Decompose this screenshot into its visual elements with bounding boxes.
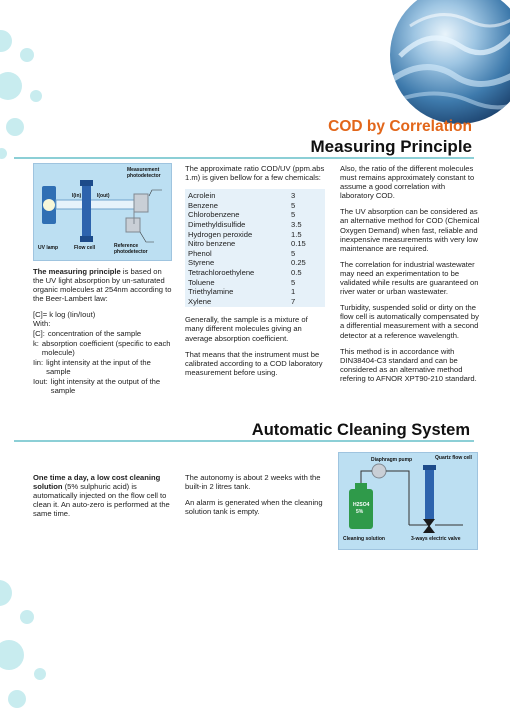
decorative-dot	[8, 690, 26, 708]
label-measurement-photodetector: Measurement photodetector	[127, 167, 161, 179]
paragraph: The correlation for industrial wastewater may need an experimentation to be validated while results are guaranteed on river water or urban wastewater.	[340, 259, 479, 297]
column-1	[33, 267, 173, 396]
intro-bold: The measuring principle	[33, 267, 121, 276]
table-row: Hydrogen peroxide 1.5	[188, 229, 302, 239]
decorative-dot	[30, 90, 42, 102]
paragraph: The autonomy is about 2 weeks with the built-in 2 litres tank.	[185, 473, 321, 492]
decorative-dot	[0, 72, 22, 100]
section-divider	[14, 157, 474, 159]
table-row: Chlorobenzene 5	[188, 210, 296, 220]
cleaning-column-2	[185, 473, 325, 523]
measurement-diagram	[33, 163, 172, 261]
table-row: Nitro benzene 0.15	[188, 239, 306, 249]
table-row: Styrene 0.25	[188, 258, 306, 268]
label-diaphragm-pump: Diaphragm pump	[371, 457, 413, 463]
label-flow-cell: Flow cell	[74, 245, 96, 251]
definition-item: Iout: light intensity at the output of the sample	[33, 377, 161, 396]
section-divider	[14, 440, 474, 442]
paragraph: Generally, the sample is a mixture of many different molecules giving an average absorption coefficient.	[185, 315, 308, 343]
table-row: Triethylamine 1	[188, 287, 296, 297]
column-3	[340, 164, 480, 390]
label-3-way-valve: 3-ways electric valve	[411, 536, 461, 542]
with-label: With:	[33, 319, 51, 329]
title-automatic-cleaning-system: Automatic Cleaning System	[251, 421, 470, 439]
paragraph: This method is in accordance with DIN38404-C3 standard and can be considered as an alternative method refering to AFNOR XPT90-210 standard.	[340, 346, 477, 383]
decorative-dot	[0, 148, 7, 159]
cleaning-column-1	[33, 473, 173, 525]
label-uv-lamp: UV lamp	[38, 245, 59, 251]
table-row: Phenol 5	[188, 248, 296, 258]
formula: [C]= k log (Iin/Iout)	[33, 310, 96, 320]
cleaning-diagram	[338, 452, 478, 550]
measuring-principle-paragraph	[33, 267, 173, 303]
decorative-dot	[0, 580, 12, 606]
intro-text: is based on the UV light absorption by un-saturated organic molecules at 254nm according to the Beer-Lambert law:	[33, 267, 172, 304]
paragraph: One time a day, a low cost cleaning solution (5% sulphuric acid) is automatically injected on the flow cell to clean it. An auto-zero is performed at the same time.	[33, 473, 170, 519]
definition-item: Iin: light intensity at the input of the sample	[33, 357, 151, 376]
paragraph: That means that the instrument must be calibrated according to a COD laboratory measurement before using.	[185, 349, 323, 377]
definition-item: [C]: concentration of the sample	[33, 328, 142, 338]
label-reference-photodetector: Reference photodetector	[114, 243, 148, 255]
table-row: Dimethyldisulfide 3.5	[188, 219, 302, 229]
label-cleaning-solution: Cleaning solution	[343, 536, 385, 542]
chemicals-table	[185, 189, 325, 307]
paragraph: Also, the ratio of the different molecules must remains approximately constant to assume a good correlation with laboratory COD.	[340, 164, 475, 201]
paragraph: An alarm is generated when the cleaning solution tank is empty.	[185, 498, 323, 517]
paragraph: Turbidity, suspended solid or dirty on the flow cell is automatically compensated by a differential measurement with a second detector at a reference wavelength.	[340, 303, 479, 340]
label-quartz-flow-cell: Quartz flow cell	[435, 455, 472, 461]
label-iin: I(in)	[72, 193, 82, 199]
label-percent: 5%	[356, 509, 364, 515]
title-cod-correlation: COD by Correlation	[328, 118, 472, 135]
water-photo	[390, 0, 510, 124]
decorative-dot	[0, 640, 24, 670]
label-h2so4: H2SO4	[353, 502, 370, 508]
column-2	[185, 164, 325, 384]
decorative-dot	[34, 668, 46, 680]
table-row: Tetrachloroethylene 0.5	[188, 267, 302, 277]
decorative-dot	[6, 118, 24, 136]
table-row: Acrolein 3	[188, 191, 296, 201]
decorative-dot	[20, 48, 34, 62]
decorative-dot	[0, 30, 12, 52]
table-row: Toluene 5	[188, 277, 296, 287]
ratio-intro: The approximate ratio COD/UV (ppm.abs 1.m) is given bellow for a few chemicals:	[185, 164, 325, 183]
decorative-dot	[20, 610, 34, 624]
title-measuring-principle: Measuring Principle	[310, 137, 472, 156]
label-iout: I(out)	[97, 193, 110, 199]
table-row: Xylene 7	[188, 296, 296, 306]
table-row: Benzene 5	[188, 200, 296, 210]
paragraph: The UV absorption can be considered as an alternative method for COD (Chemical Oxygen Demand) when fast, reliable and inexpensive measurements with very low maintenance are required.	[340, 207, 480, 253]
definition-item: k: absorption coefficient (specific to each molecule)	[33, 338, 171, 357]
